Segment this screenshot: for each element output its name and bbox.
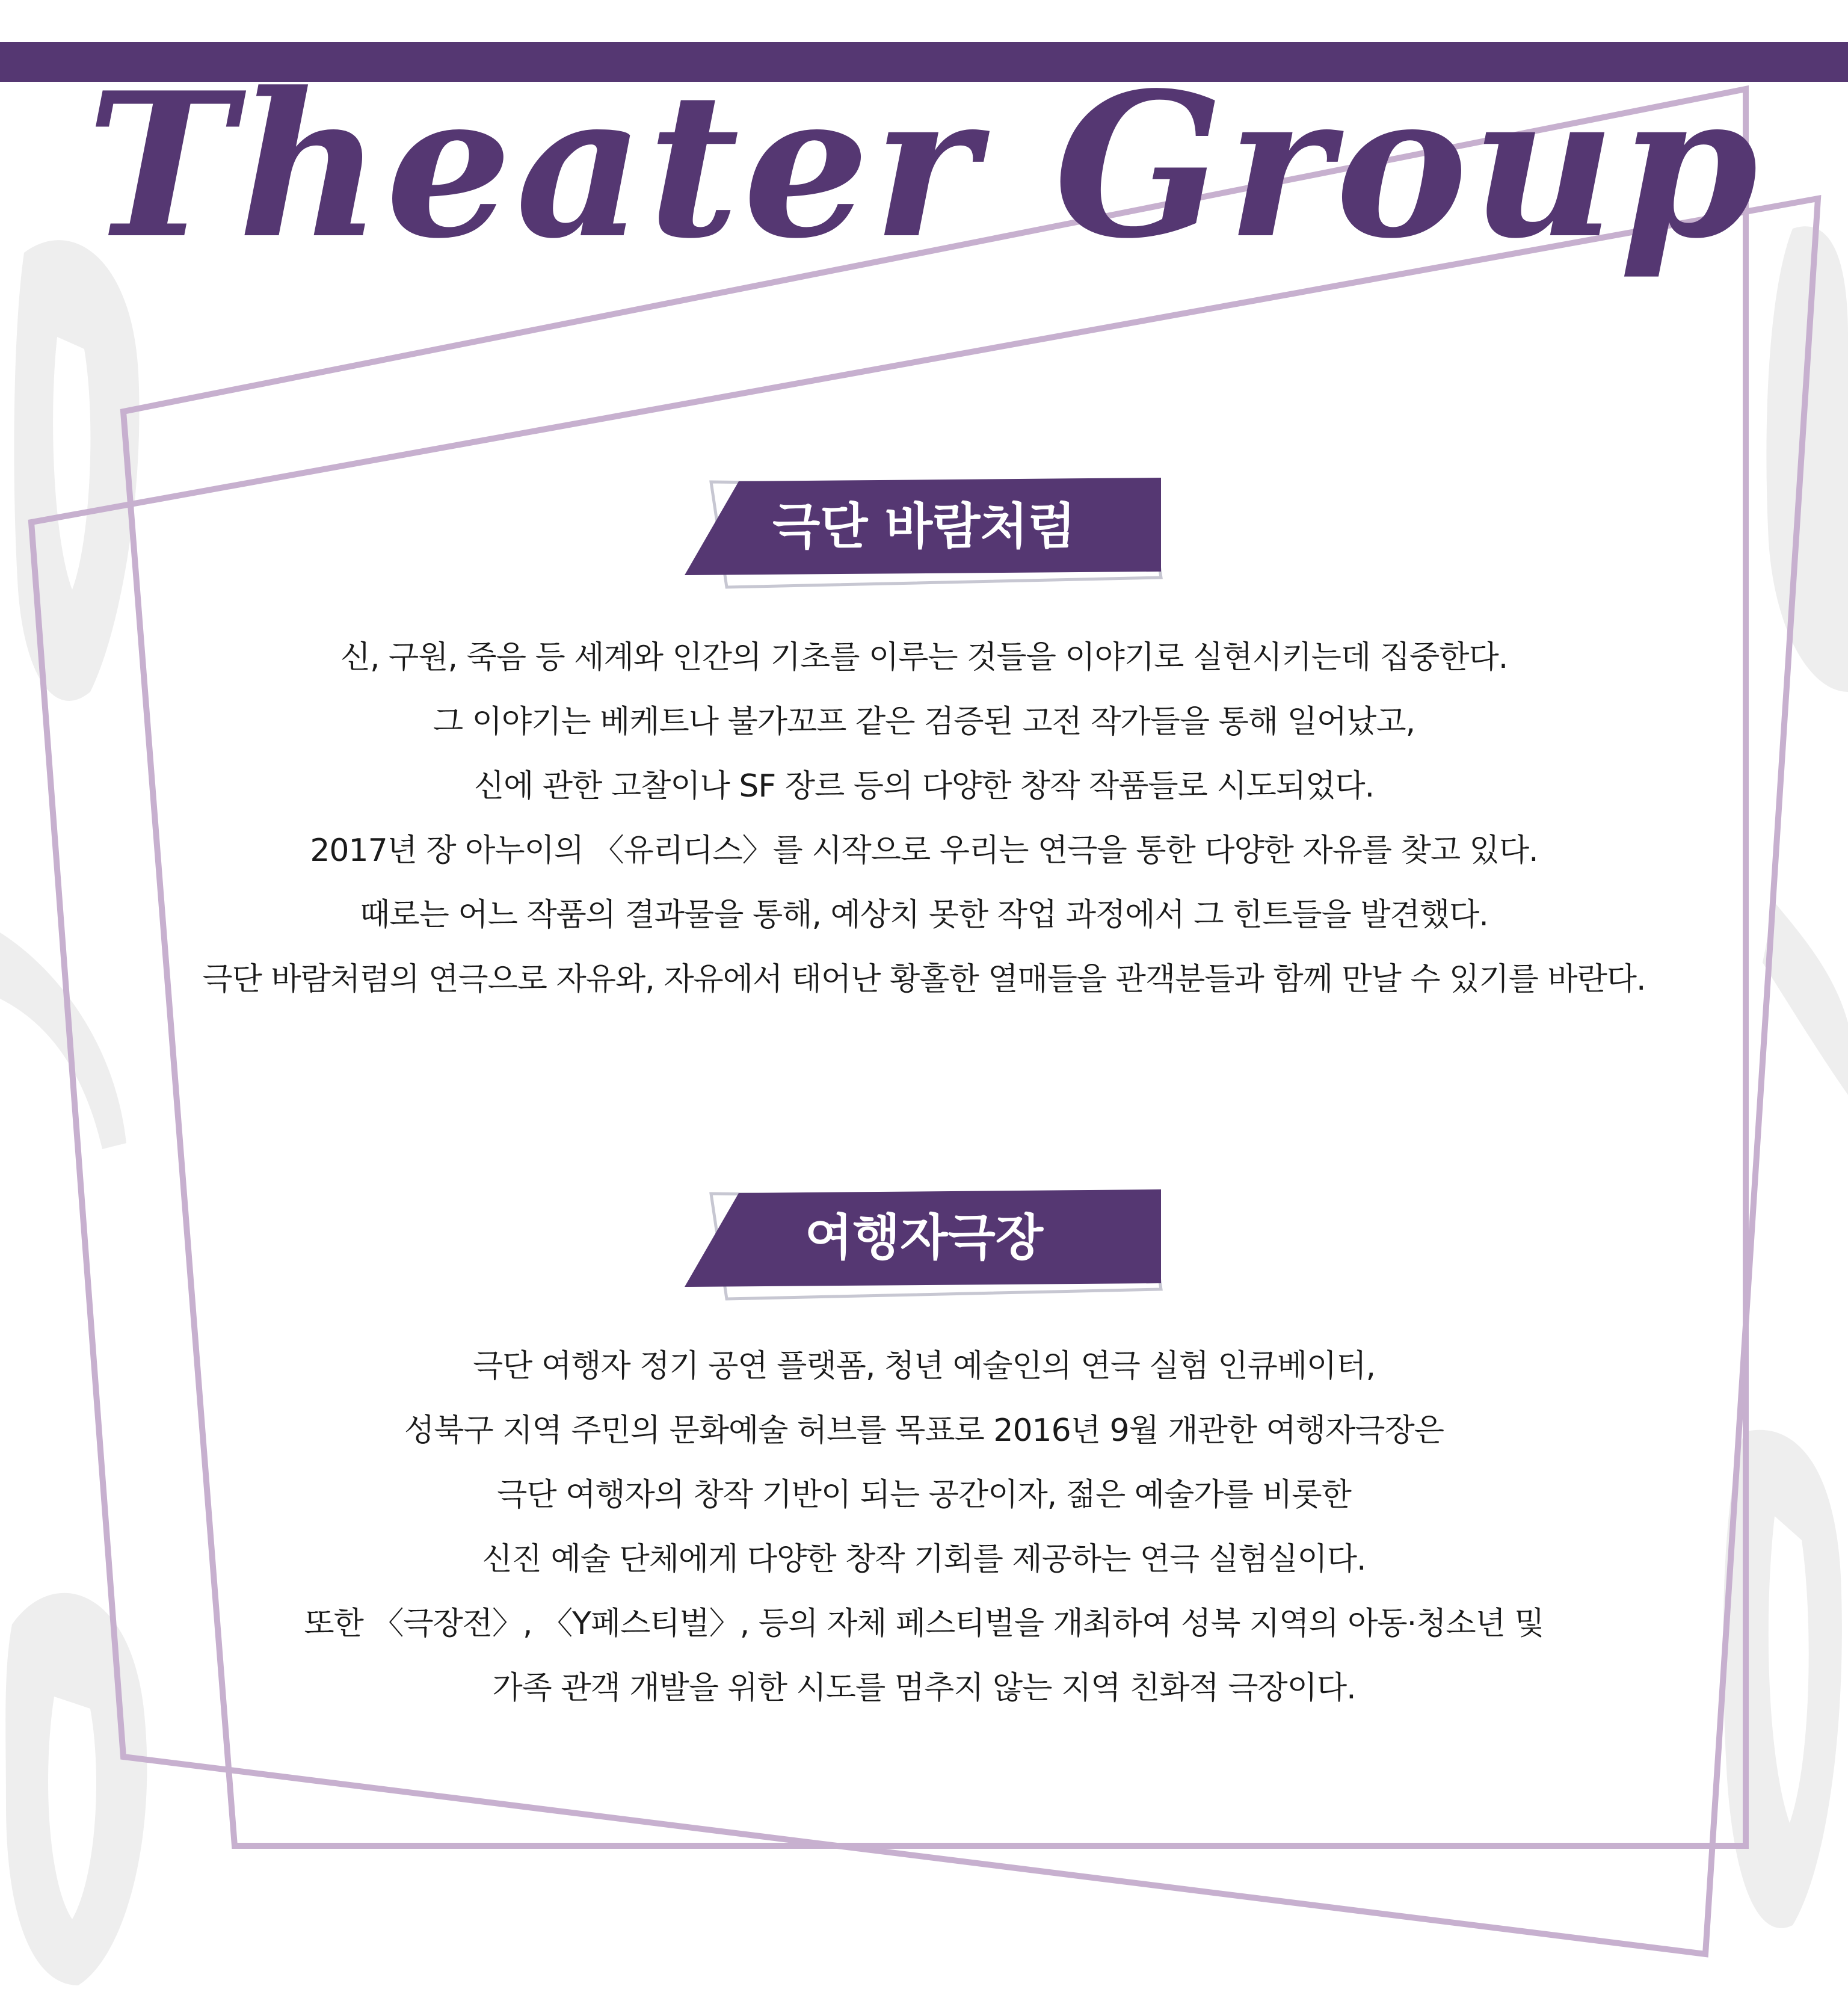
body-line: 성북구 지역 주민의 문화예술 허브를 목표로 2016년 9월 개관한 여행자극장은 <box>404 1413 1444 1449</box>
section-body-baramcheoreom <box>90 626 1758 1012</box>
body-line: 신, 구원, 죽음 등 세계와 인간의 기초를 이루는 것들을 이야기로 실현시키는데 집중한다. <box>340 640 1508 676</box>
section-body-yeohaengja-theater <box>90 1334 1758 1721</box>
bg-letter-right-top <box>1766 226 1848 692</box>
body-line: 2017년 장 아누이의 〈유리디스〉를 시작으로 우리는 연극을 통한 다양한 자유를 찾고 있다. <box>310 833 1538 869</box>
section-heading-baramcheoreom: 극단 바람처럼 <box>772 498 1076 555</box>
body-line: 신진 예술 단체에게 다양한 창작 기회를 제공하는 연극 실험실이다. <box>482 1541 1366 1577</box>
page-title: Theater Group <box>86 49 1762 282</box>
body-line: 극단 여행자의 창작 기반이 되는 공간이자, 젊은 예술가를 비롯한 <box>497 1477 1351 1513</box>
body-line: 극단 바람처럼의 연극으로 자유와, 자유에서 태어난 황홀한 열매들을 관객분들과 함께 만날 수 있기를 바란다. <box>202 961 1646 997</box>
body-line: 또한 〈극장전〉, 〈Y페스티벌〉, 등의 자체 페스티벌을 개최하여 성북 지역의 아동·청소년 및 <box>304 1606 1544 1642</box>
body-line: 때로는 어느 작품의 결과물을 통해, 예상치 못한 작업 과정에서 그 힌트들을 발견했다. <box>360 897 1488 933</box>
body-line: 그 이야기는 베케트나 불가꼬프 같은 검증된 고전 작가들을 통해 일어났고, <box>433 704 1415 740</box>
body-line: 가족 관객 개발을 위한 시도를 멈추지 않는 지역 친화적 극장이다. <box>492 1670 1356 1706</box>
section-heading-yeohaengja-theater: 여행자극장 <box>804 1209 1044 1266</box>
bg-letter-right-mid <box>1763 902 1848 1095</box>
body-line: 신에 관한 고찰이나 SF 장르 등의 다양한 창작 작품들로 시도되었다. <box>473 768 1375 804</box>
body-line: 극단 여행자 정기 공연 플랫폼, 청년 예술인의 연극 실험 인큐베이터, <box>472 1348 1376 1384</box>
